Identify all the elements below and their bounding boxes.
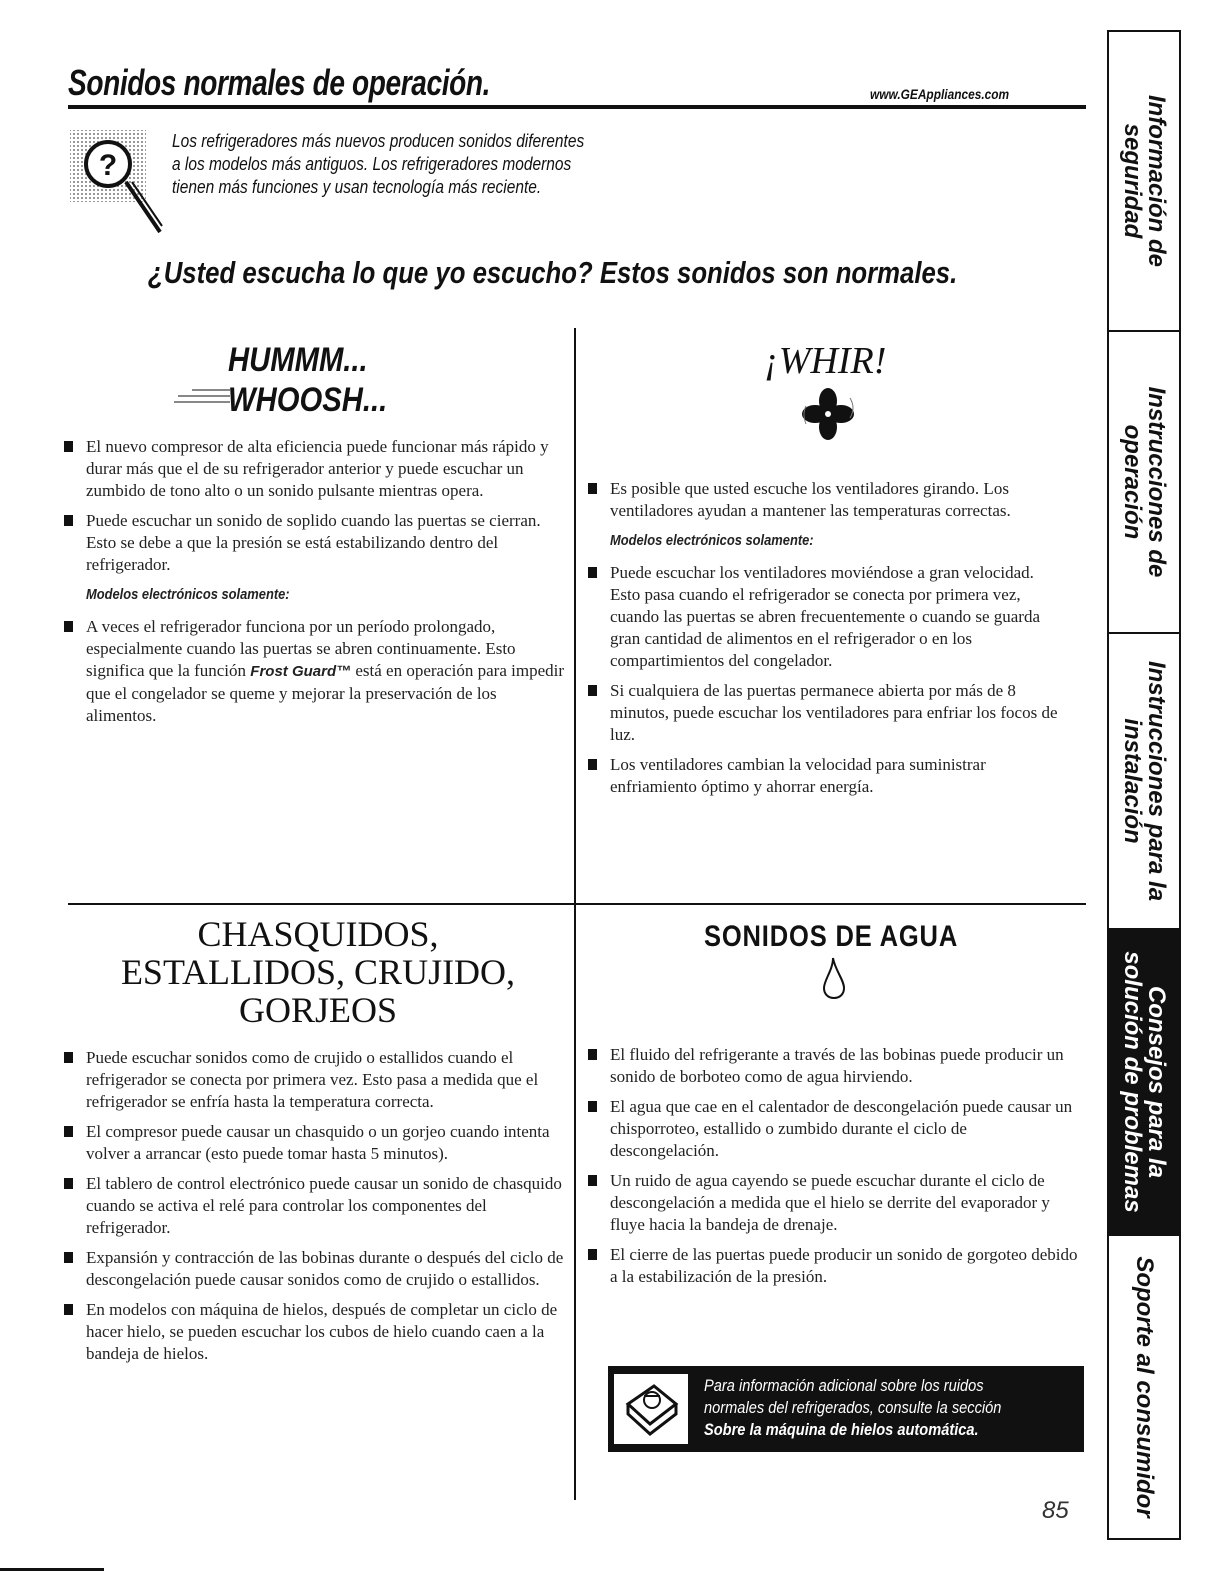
bullet-icon xyxy=(64,1178,73,1189)
chasquidos-list xyxy=(64,1047,564,1373)
tab-label-line: Consejos para la xyxy=(1143,985,1170,1179)
list-item xyxy=(588,1244,1078,1288)
tab-label xyxy=(1120,332,1168,632)
list-item xyxy=(588,680,1066,746)
list-item-text: Puede escuchar los ventiladores moviéndose a gran velocidad. Esto pasa cuando el refrigerador se conecta por primera vez, cuando las puertas se abren frecuentemente o cuando se guarda gran cantidad de alimentos en el refrigerador o en los compartimientos del congelador. xyxy=(610,563,1040,670)
list-item-text: El compresor puede causar un chasquido o un gorjeo cuando intenta volver a arrancar (esto puede tomar hasta 5 minutos). xyxy=(86,1122,550,1163)
whoosh-heading: WHOOSH... xyxy=(228,381,388,419)
list-item-text: Puede escuchar sonidos como de crujido o estallidos cuando el refrigerador se conecta por primera vez. Esto pasa a medida que el refrigerador se enfría hasta la temperatura correcta. xyxy=(86,1048,539,1111)
list-item-text: está en operación para impedir que el congelador se queme y mejorar la preservación de los alimentos. xyxy=(86,661,564,725)
row-divider xyxy=(68,903,1086,905)
list-item-text: El tablero de control electrónico puede causar un sonido de chasquido cuando se activa el relé para controlar los componentes del refrigerador. xyxy=(86,1174,562,1237)
chasquidos-heading xyxy=(68,915,568,1029)
tab-consumidor[interactable] xyxy=(1109,1236,1179,1538)
list-item-text: Si cualquiera de las puertas permanece abierta por más de 8 minutos, puede escuchar los ventiladores para enfriar los focos de luz. xyxy=(610,681,1058,744)
bullet-icon xyxy=(64,621,73,632)
fan-icon xyxy=(790,384,870,444)
tab-label-line: Información de xyxy=(1143,94,1170,268)
page-title: Sonidos normales de operación. xyxy=(68,62,491,103)
tab-operacion[interactable] xyxy=(1109,332,1179,634)
tab-label-line: solución de problemas xyxy=(1119,951,1146,1213)
bullet-icon xyxy=(588,483,597,494)
info-line: Para información adicional sobre los ruidos xyxy=(704,1376,984,1395)
tab-label xyxy=(1120,634,1168,930)
bullet-icon xyxy=(588,759,597,770)
electronic-models-note: Modelos electrónicos solamente: xyxy=(86,586,290,603)
column-divider xyxy=(574,328,576,1500)
tab-label-line: Instrucciones para la xyxy=(1143,660,1170,902)
agua-heading: SONIDOS DE AGUA xyxy=(704,920,959,953)
tab-label xyxy=(1120,32,1168,331)
intro-line: a los modelos más antiguos. Los refrigeradores modernos xyxy=(172,154,572,174)
whir-heading: ¡WHIR! xyxy=(764,340,887,382)
ice-maker-icon xyxy=(614,1374,688,1444)
list-item-text: Los ventiladores cambian la velocidad para suministrar enfriamiento óptimo y ahorrar energía. xyxy=(610,755,986,796)
heading-line: GORJEOS xyxy=(238,990,398,1030)
frost-guard-brand: Frost Guard™ xyxy=(250,663,352,680)
tab-label xyxy=(1132,1237,1156,1537)
list-item-text: Un ruido de agua cayendo se puede escuchar durante el ciclo de descongelación a medida que el hielo se derrite del evaporador y fluye hacia la bandeja de drenaje. xyxy=(610,1171,1050,1234)
page-number: 85 xyxy=(1042,1497,1069,1524)
tab-label-line: Soporte al consumidor xyxy=(1131,1256,1158,1518)
list-item-text: El nuevo compresor de alta eficiencia puede funcionar más rápido y durar más que el de su refrigerador anterior y puede escuchar un zumbido de tono alto o un sonido pulsante mientras opera. xyxy=(86,437,549,500)
list-item-text: El fluido del refrigerante a través de las bobinas puede producir un sonido de borboteo como de agua hirviendo. xyxy=(610,1045,1064,1086)
tab-label xyxy=(1120,932,1168,1232)
info-line: normales del refrigerados, consulte la sección xyxy=(704,1398,1002,1417)
heading-line: ESTALLIDOS, CRUJIDO, xyxy=(120,952,516,992)
hum-heading: HUMMM... xyxy=(228,341,368,379)
svg-text:?: ? xyxy=(98,149,118,182)
list-item xyxy=(588,1044,1078,1088)
list-item xyxy=(588,754,1066,798)
list-item-text: El cierre de las puertas puede producir un sonido de gorgoteo debido a la estabilización de la presión. xyxy=(610,1245,1078,1286)
list-item xyxy=(64,510,566,576)
bullet-icon xyxy=(64,1252,73,1263)
list-item xyxy=(588,1170,1078,1236)
bullet-icon xyxy=(64,1052,73,1063)
list-item-text: Es posible que usted escuche los ventiladores girando. Los ventiladores ayudan a mantener las temperaturas correctas. xyxy=(610,479,1011,520)
agua-list xyxy=(588,1044,1078,1296)
speed-lines-icon xyxy=(172,386,232,406)
heading-line: CHASQUIDOS, xyxy=(197,914,439,954)
site-url[interactable]: www.GEAppliances.com xyxy=(870,86,1010,102)
list-item xyxy=(588,1096,1078,1162)
intro-text xyxy=(172,130,671,199)
info-text xyxy=(704,1375,1048,1441)
intro-line: tienen más funciones y usan tecnología más reciente. xyxy=(172,177,542,197)
section-tabs xyxy=(1107,30,1181,1540)
bullet-icon xyxy=(588,1175,597,1186)
bullet-icon xyxy=(64,441,73,452)
bullet-icon xyxy=(64,1304,73,1315)
list-item-text: En modelos con máquina de hielos, después de completar un ciclo de hacer hielo, se pueden escuchar los cubos de hielo cuando caen a la bandeja de hielos. xyxy=(86,1300,558,1363)
question-magnifier-icon xyxy=(68,128,168,238)
tab-label-line: operación xyxy=(1119,424,1146,540)
list-item-text: El agua que cae en el calentador de descongelación puede causar un chisporroteo, estallido o zumbido durante el ciclo de descongelación. xyxy=(610,1097,1073,1160)
footer-mark xyxy=(0,1568,104,1571)
list-item xyxy=(64,1299,564,1365)
intro-line: Los refrigeradores más nuevos producen sonidos diferentes xyxy=(172,131,585,151)
tab-label-line: Instrucciones de xyxy=(1143,386,1170,578)
list-item xyxy=(64,1047,564,1113)
tab-seguridad[interactable] xyxy=(1109,32,1179,332)
list-item xyxy=(64,616,566,727)
list-item-text: Expansión y contracción de las bobinas durante o después del ciclo de descongelación puede causar sonidos como de crujido o estallidos. xyxy=(86,1248,564,1289)
list-item xyxy=(588,562,1066,672)
list-item xyxy=(64,1121,564,1165)
tab-problemas[interactable] xyxy=(1109,930,1179,1236)
tab-label-line: seguridad xyxy=(1119,123,1146,239)
subheading: ¿Usted escucha lo que yo escucho? Estos sonidos son normales. xyxy=(148,255,958,290)
list-item xyxy=(588,478,1066,522)
tab-label-line: instalación xyxy=(1119,718,1146,844)
list-item xyxy=(64,1173,564,1239)
water-drop-icon xyxy=(818,956,852,1000)
list-item-text: Puede escuchar un sonido de soplido cuando las puertas se cierran. Esto se debe a que la presión se está estabilizando dentro del refrigerador. xyxy=(86,511,541,574)
bullet-icon xyxy=(588,1249,597,1260)
list-item xyxy=(64,436,566,502)
info-box xyxy=(608,1366,1084,1452)
list-item-text: A veces el refrigerador funciona por un período prolongado, especialmente cuando las puertas se abren continuamente. Esto significa que la función xyxy=(86,617,516,680)
title-rule xyxy=(68,105,1086,109)
electronic-models-note: Modelos electrónicos solamente: xyxy=(610,532,814,549)
info-link[interactable]: Sobre la máquina de hielos automática. xyxy=(704,1420,979,1439)
bullet-icon xyxy=(588,1049,597,1060)
hum-list xyxy=(64,436,566,735)
bullet-icon xyxy=(588,1101,597,1112)
bullet-icon xyxy=(588,685,597,696)
tab-instalacion[interactable] xyxy=(1109,634,1179,930)
bullet-icon xyxy=(64,515,73,526)
whir-list xyxy=(588,478,1066,806)
bullet-icon xyxy=(588,567,597,578)
list-item xyxy=(64,1247,564,1291)
bullet-icon xyxy=(64,1126,73,1137)
